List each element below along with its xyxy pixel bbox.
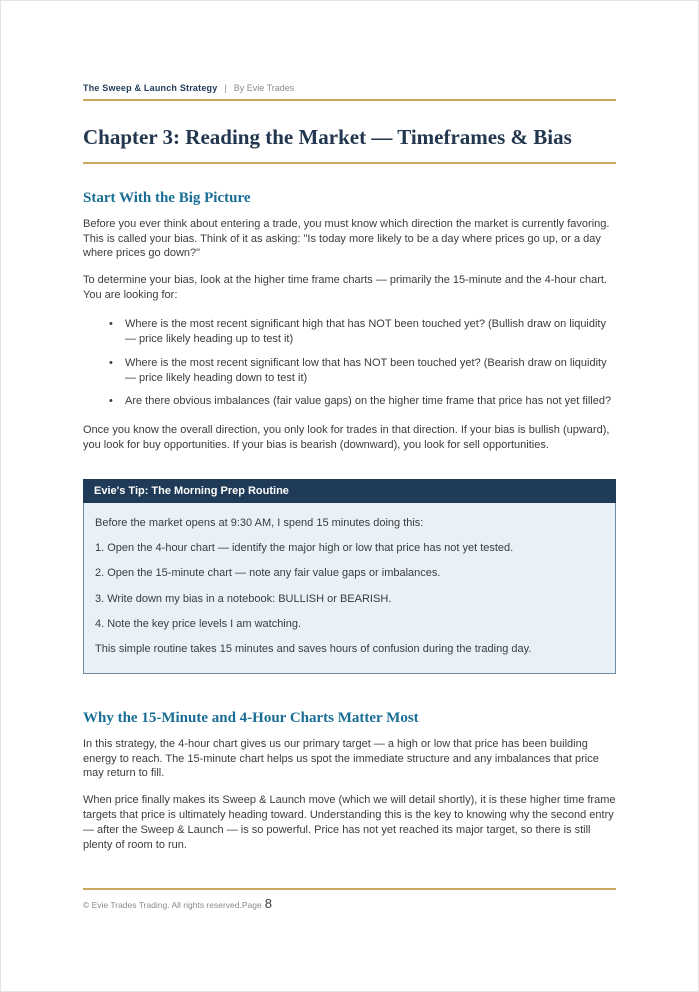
tip-outro: This simple routine takes 15 minutes and saves hours of confusion during the trading day. — [95, 643, 532, 656]
tip-box-body — [83, 503, 616, 674]
paragraph-sweep-launch: When price finally makes its Sweep & Launch move (which we will detail shortly), it is these higher time frame targets that price is ultimately heading toward. Understanding this is the key to knowing why the second entry — after the Sweep & Launch — is so powerful. Price has not yet reached its major target, so there is still plenty of room to run. — [83, 794, 616, 851]
footer-copyright: © Evie Trades Trading. All rights reserved. — [83, 900, 242, 910]
tip-box-header: Evie's Tip: The Morning Prep Routine — [83, 479, 616, 503]
bullet-item: • Where is the most recent significant high that has NOT been touched yet? (Bullish draw on liquidity — price likely heading up to test it) — [83, 317, 616, 347]
paragraph-primary-target: In this strategy, the 4-hour chart gives us our primary target — a high or low that price has been building energy to reach. The 15-minute chart helps us spot the immediate structure and any imbalances that price may return to fill. — [83, 737, 599, 780]
running-header — [83, 83, 616, 101]
section-heading-charts-matter: Why the 15-Minute and 4-Hour Charts Matter Most — [83, 709, 419, 726]
page-footer — [83, 888, 616, 911]
tip-step: 3. Write down my bias in a notebook: BULLISH or BEARISH. — [95, 592, 392, 605]
section-heading-big-picture: Start With the Big Picture — [83, 189, 251, 206]
tip-step: 1. Open the 4-hour chart — identify the major high or low that price has not yet tested. — [95, 542, 514, 555]
tip-box — [83, 479, 616, 674]
page-number: 8 — [264, 896, 272, 911]
bullet-item: • Where is the most recent significant low that has NOT been touched yet? (Bearish draw on liquidity — price likely heading down to test it) — [83, 356, 616, 386]
book-title: The Sweep & Launch Strategy — [83, 83, 218, 93]
chapter-title: Chapter 3: Reading the Market — Timeframes & Bias — [83, 125, 616, 164]
tip-intro: Before the market opens at 9:30 AM, I spend 15 minutes doing this: — [95, 516, 424, 529]
tip-step: 2. Open the 15-minute chart — note any fair value gaps or imbalances. — [95, 567, 441, 580]
footer-page-label: Page — [241, 900, 262, 910]
header-separator: | — [224, 83, 227, 93]
bullet-list-bias-checks — [83, 317, 616, 409]
byline: By Evie Trades — [233, 83, 295, 93]
bullet-item: • Are there obvious imbalances (fair value gaps) on the higher time frame that price has not yet filled? — [83, 394, 616, 409]
paragraph-determine-bias: To determine your bias, look at the higher time frame charts — primarily the 15-minute and the 4-hour chart. You are looking for: — [83, 274, 607, 302]
paragraph-bias-intro: Before you ever think about entering a trade, you must know which direction the market is currently favoring. This is called your bias. Think of it as asking: "Is today more likely to be a day where prices go up, or a day where prices go down?" — [83, 217, 610, 260]
paragraph-trade-direction: Once you know the overall direction, you only look for trades in that direction. If your bias is bullish (upward), you look for buy opportunities. If your bias is bearish (downward), you look for sell opportunities. — [83, 424, 610, 452]
page-content — [1, 1, 698, 853]
tip-step: 4. Note the key price levels I am watching. — [95, 618, 302, 631]
